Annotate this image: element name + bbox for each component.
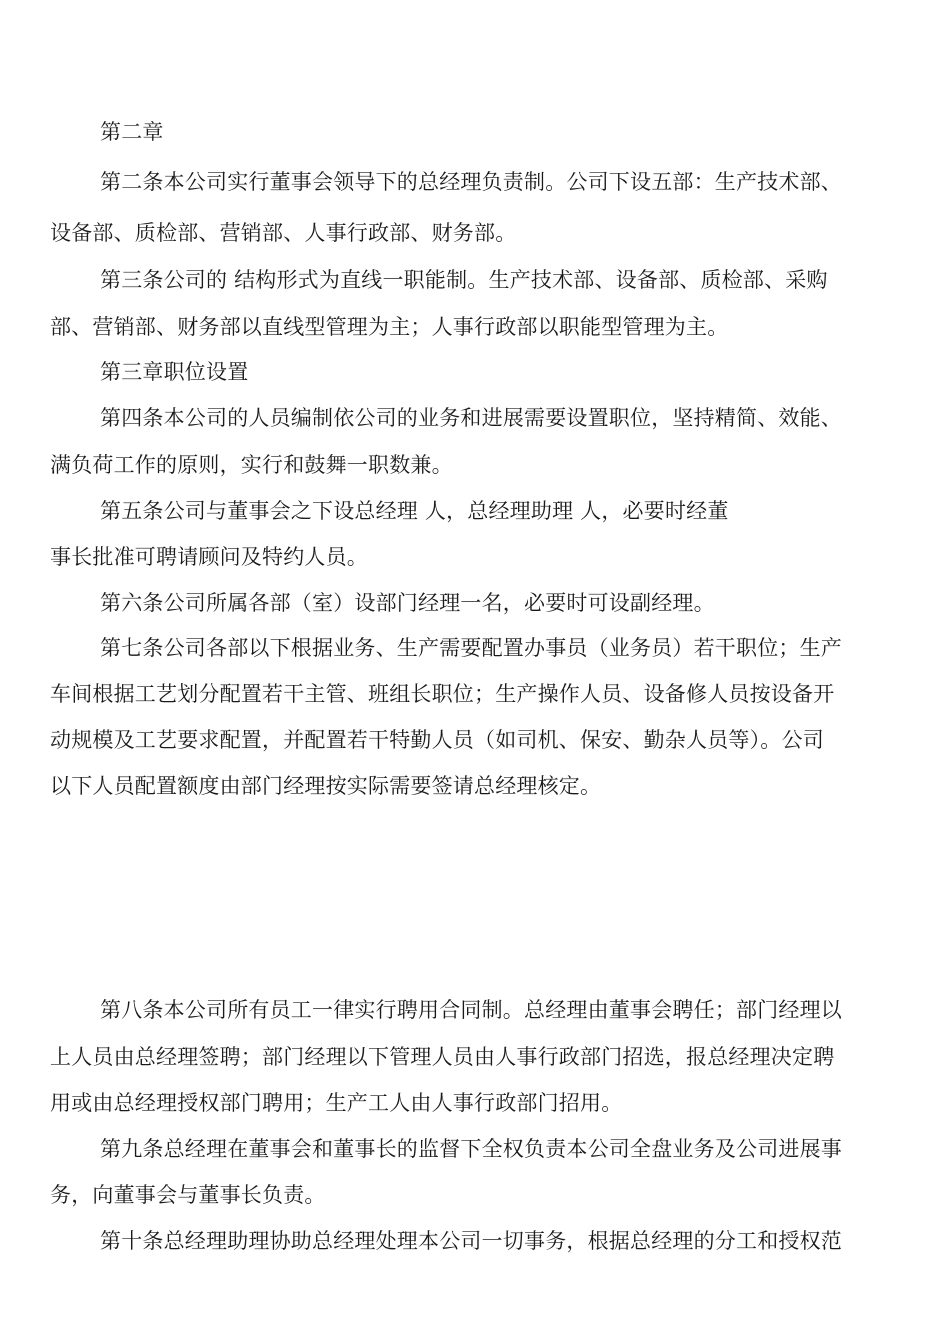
article-3-line-1: 第三条公司的 结构形式为直线一职能制。生产技术部、设备部、质检部、采购 [100, 268, 828, 292]
article-8-line-3: 用或由总经理授权部门聘用；生产工人由人事行政部门招用。 [50, 1091, 623, 1115]
article-7-line-2: 车间根据工艺划分配置若干主管、班组长职位；生产操作人员、设备修人员按设备开 [50, 682, 835, 706]
article-4-line-1: 第四条本公司的人员编制依公司的业务和进展需要设置职位，坚持精简、效能、 [100, 406, 842, 430]
chapter-3-heading: 第三章职位设置 [100, 360, 249, 384]
article-3-line-2: 部、营销部、财务部以直线型管理为主；人事行政部以职能型管理为主。 [50, 315, 729, 339]
article-2-line-1: 第二条本公司实行董事会领导下的总经理负责制。公司下设五部：生产技术部、 [100, 170, 842, 194]
article-7-line-3: 动规模及工艺要求配置，并配置若干特勤人员（如司机、保安、勤杂人员等）。公司 [50, 728, 824, 752]
article-10-line-1: 第十条总经理助理协助总经理处理本公司一切事务，根据总经理的分工和授权范 [100, 1229, 842, 1253]
article-9-line-1: 第九条总经理在董事会和董事长的监督下全权负责本公司全盘业务及公司进展事 [100, 1137, 842, 1161]
article-7-line-1: 第七条公司各部以下根据业务、生产需要配置办事员（业务员）若干职位；生产 [100, 636, 842, 660]
article-4-line-2: 满负荷工作的原则，实行和鼓舞一职数兼。 [50, 453, 453, 477]
article-8-line-2: 上人员由总经理签聘；部门经理以下管理人员由人事行政部门招选，报总经理决定聘 [50, 1045, 835, 1069]
article-5-line-1: 第五条公司与董事会之下设总经理 人，总经理助理 人，必要时经董 [100, 499, 729, 523]
chapter-heading: 第二章 [100, 120, 164, 144]
article-9-line-2: 务，向董事会与董事长负责。 [50, 1183, 326, 1207]
article-2-line-2: 设备部、质检部、营销部、人事行政部、财务部。 [50, 221, 517, 245]
article-5-line-2: 事长批准可聘请顾问及特约人员。 [50, 545, 368, 569]
article-8-line-1: 第八条本公司所有员工一律实行聘用合同制。总经理由董事会聘任；部门经理以 [100, 998, 842, 1022]
article-6-line-1: 第六条公司所属各部（室）设部门经理一名，必要时可设副经理。 [100, 591, 715, 615]
article-7-line-4: 以下人员配置额度由部门经理按实际需要签请总经理核定。 [50, 774, 602, 798]
